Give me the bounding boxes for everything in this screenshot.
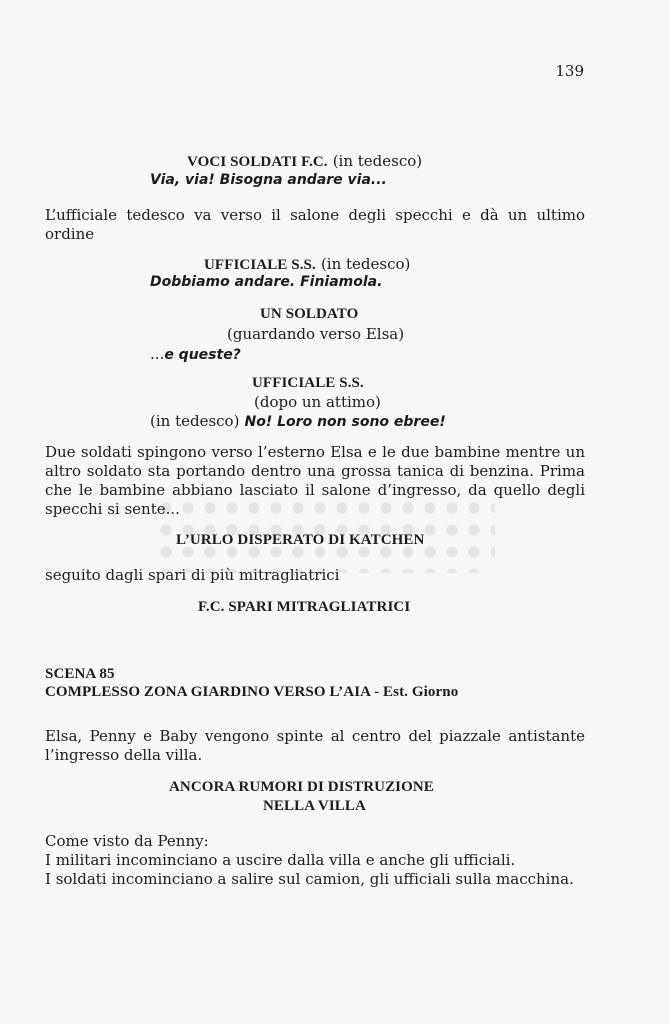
action-paragraph-4: Elsa, Penny e Baby vengono spinte al centro del piazzale antistante l’ingresso della villa. (45, 727, 585, 764)
action-line: I militari incominciano a uscire dalla villa e anche gli ufficiali. (45, 851, 516, 869)
dialogue-speaker-ufficiale: UFFICIALE S.S. (in tedesco) (204, 255, 411, 273)
action-line: Come visto da Penny: (45, 832, 209, 850)
sound-heading-urlo: L’URLO DISPERATO DI KATCHEN (176, 532, 425, 548)
dialogue-speaker-voci: VOCI SOLDATI F.C. (in tedesco) (187, 152, 423, 170)
action-paragraph-2: Due soldati spingono verso l’esterno Elsa e le due bambine mentre un altro soldato sta portando dentro una grossa tanica di benzina. Prima che le bambine abbiano lasciato il salone d’ingresso, da quello degli specchi si sente... (45, 443, 585, 518)
page-number: 139 (555, 62, 584, 80)
dialogue-speaker-ufficiale-2: UFFICIALE S.S. (252, 375, 364, 391)
sound-heading-rumori-2: NELLA VILLA (263, 798, 366, 814)
action-paragraph: L’ufficiale tedesco va verso il salone degli specchi e dà un ultimo ordine (45, 206, 585, 243)
dialogue-line-ufficiale-2: (in tedesco) No! Loro non sono ebree! (150, 412, 446, 430)
dialogue-note-ufficiale-2: (dopo un attimo) (254, 393, 381, 411)
dialogue-line-ufficiale: Dobbiamo andare. Finiamola. (150, 274, 383, 290)
scene-heading: COMPLESSO ZONA GIARDINO VERSO L’AIA - Est. Giorno (45, 684, 459, 700)
dialogue-line-voci: Via, via! Bisogna andare via... (150, 172, 387, 188)
sound-heading-rumori: ANCORA RUMORI DI DISTRUZIONE (169, 779, 434, 795)
dialogue-speaker-soldato: UN SOLDATO (260, 306, 359, 322)
action-paragraph-5: I soldati incominciano a salire sul camion, gli ufficiali sulla macchina. (45, 870, 574, 888)
dialogue-note-soldato: (guardando verso Elsa) (227, 325, 405, 343)
dialogue-line-soldato: ...e queste? (150, 345, 241, 363)
sound-heading-spari: F.C. SPARI MITRAGLIATRICI (198, 599, 411, 615)
scene-number: SCENA 85 (45, 666, 115, 682)
action-paragraph-3: seguito dagli spari di più mitragliatrici (45, 566, 340, 584)
